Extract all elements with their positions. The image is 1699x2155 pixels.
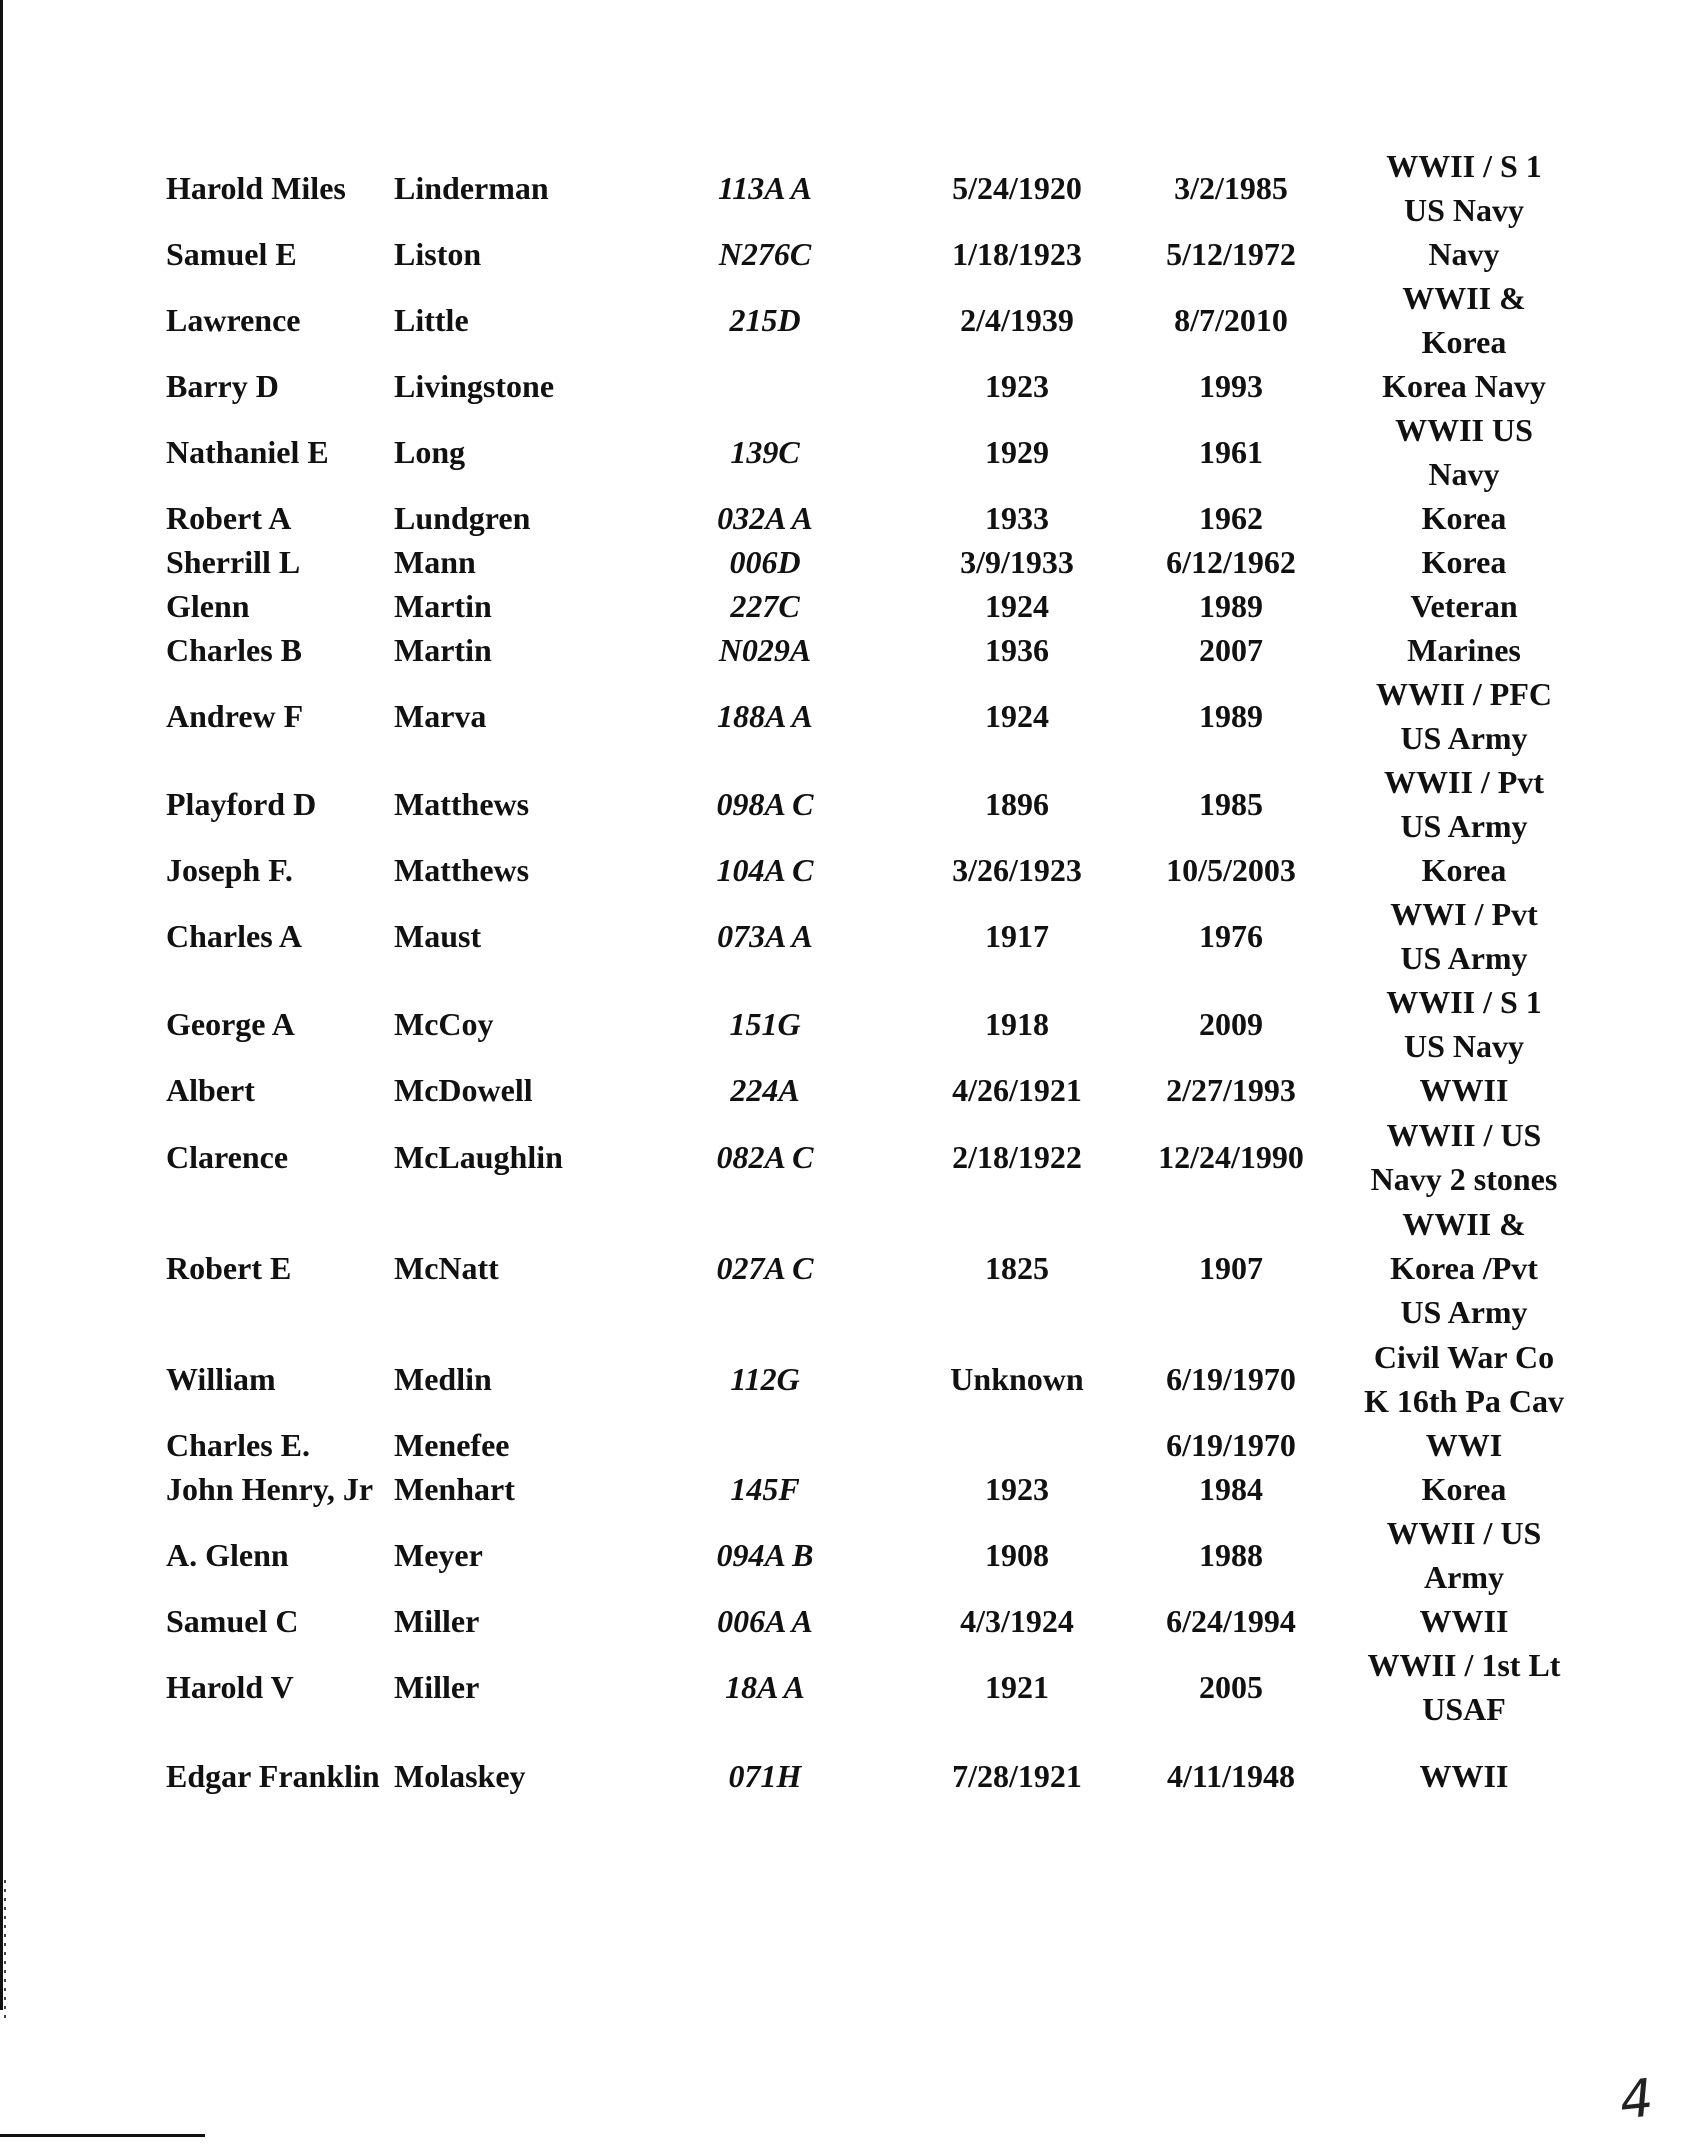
table-row bbox=[166, 1068, 1580, 1112]
service-line: Veteran bbox=[1410, 588, 1518, 624]
service-line: USAF bbox=[1422, 1691, 1506, 1727]
plot-cell: 071H bbox=[728, 1757, 802, 1794]
service-cell bbox=[1348, 1334, 1580, 1423]
first-name-cell: John Henry, Jr bbox=[166, 1471, 374, 1507]
birth-date-cell: 1921 bbox=[985, 1669, 1049, 1705]
service-cell bbox=[1348, 980, 1580, 1068]
last-name-cell: Linderman bbox=[394, 170, 549, 206]
table-row bbox=[166, 628, 1580, 672]
death-date-cell: 5/12/1972 bbox=[1166, 236, 1296, 272]
service-cell bbox=[1348, 1731, 1580, 1820]
service-cell bbox=[1348, 232, 1580, 276]
table-row bbox=[166, 1467, 1580, 1511]
death-date-cell: 2/27/1993 bbox=[1166, 1072, 1296, 1108]
death-date-cell: 3/2/1985 bbox=[1174, 170, 1288, 206]
plot-cell: N276C bbox=[718, 236, 812, 272]
birth-date-cell: 1908 bbox=[985, 1537, 1049, 1573]
first-name-cell: Charles E. bbox=[166, 1427, 310, 1463]
plot-cell: 188A A bbox=[717, 698, 813, 734]
service-cell bbox=[1348, 672, 1580, 760]
service-cell bbox=[1348, 540, 1580, 584]
plot-cell: 224A bbox=[730, 1072, 800, 1108]
birth-date-cell: Unknown bbox=[950, 1360, 1084, 1397]
table-row bbox=[166, 1112, 1580, 1201]
service-line: Korea bbox=[1421, 324, 1507, 360]
service-cell bbox=[1348, 496, 1580, 540]
table-row bbox=[166, 1731, 1580, 1820]
table-row bbox=[166, 276, 1580, 364]
service-line: WWII bbox=[1419, 1603, 1509, 1639]
service-cell bbox=[1348, 628, 1580, 672]
veteran-roster-table bbox=[166, 144, 1580, 1820]
service-line: Korea Navy bbox=[1382, 368, 1546, 404]
plot-cell: 18A A bbox=[725, 1669, 805, 1705]
birth-date-cell: 1917 bbox=[985, 918, 1049, 954]
first-name-cell: William bbox=[166, 1360, 276, 1397]
death-date-cell: 1976 bbox=[1199, 918, 1263, 954]
service-line: WWII / S 1 bbox=[1386, 984, 1542, 1020]
last-name-cell: Miller bbox=[394, 1669, 480, 1705]
service-line: Army bbox=[1424, 1559, 1504, 1595]
service-cell bbox=[1348, 848, 1580, 892]
plot-cell: 151G bbox=[729, 1006, 801, 1042]
plot-cell: 027A C bbox=[716, 1249, 814, 1286]
service-cell bbox=[1348, 1511, 1580, 1599]
service-line: WWII bbox=[1419, 1072, 1509, 1108]
table-row bbox=[166, 760, 1580, 848]
service-line: US Army bbox=[1400, 720, 1528, 756]
last-name-cell: McCoy bbox=[394, 1006, 494, 1042]
service-line: Korea bbox=[1421, 852, 1507, 888]
service-line: US Navy bbox=[1403, 192, 1524, 228]
last-name-cell: Martin bbox=[394, 588, 492, 624]
plot-cell: 104A C bbox=[716, 852, 814, 888]
last-name-cell: Meyer bbox=[394, 1537, 483, 1573]
last-name-cell: Menefee bbox=[394, 1427, 510, 1463]
birth-date-cell: 2/4/1939 bbox=[960, 302, 1074, 338]
last-name-cell: Liston bbox=[394, 236, 482, 272]
plot-cell: 227C bbox=[730, 588, 800, 624]
last-name-cell: McLaughlin bbox=[394, 1138, 563, 1175]
service-line: WWII / US bbox=[1386, 1116, 1542, 1153]
table-row bbox=[166, 584, 1580, 628]
birth-date-cell: 1929 bbox=[985, 434, 1049, 470]
first-name-cell: Albert bbox=[166, 1072, 255, 1108]
first-name-cell: Clarence bbox=[166, 1138, 289, 1175]
first-name-cell: Nathaniel E bbox=[166, 434, 329, 470]
last-name-cell: Maust bbox=[394, 918, 482, 954]
plot-cell: 082A C bbox=[716, 1138, 814, 1175]
service-line: WWII / S 1 bbox=[1386, 148, 1542, 184]
table-row bbox=[166, 672, 1580, 760]
first-name-cell: Robert A bbox=[166, 500, 292, 536]
last-name-cell: Lundgren bbox=[394, 500, 531, 536]
first-name-cell: Harold V bbox=[166, 1669, 294, 1705]
plot-cell bbox=[610, 1423, 920, 1467]
birth-date-cell: 1923 bbox=[985, 1471, 1049, 1507]
death-date-cell: 1962 bbox=[1199, 500, 1263, 536]
roster-body bbox=[166, 144, 1580, 1820]
service-line: WWI bbox=[1425, 1427, 1503, 1463]
service-cell bbox=[1348, 144, 1580, 232]
death-date-cell: 6/19/1970 bbox=[1166, 1427, 1296, 1463]
table-row bbox=[166, 408, 1580, 496]
service-cell bbox=[1348, 892, 1580, 980]
birth-date-cell bbox=[920, 1423, 1114, 1467]
service-line: WWII & bbox=[1402, 1205, 1526, 1242]
birth-date-cell: 3/26/1923 bbox=[952, 852, 1082, 888]
birth-date-cell: 1936 bbox=[985, 632, 1049, 668]
service-line: Korea /Pvt bbox=[1390, 1249, 1538, 1286]
last-name-cell: Martin bbox=[394, 632, 492, 668]
death-date-cell: 6/12/1962 bbox=[1166, 544, 1296, 580]
plot-cell: 073A A bbox=[717, 918, 813, 954]
service-line: Marines bbox=[1407, 632, 1521, 668]
service-cell bbox=[1348, 584, 1580, 628]
last-name-cell: McNatt bbox=[394, 1249, 499, 1286]
service-line: Korea bbox=[1421, 1471, 1507, 1507]
plot-cell: 112G bbox=[730, 1360, 800, 1397]
first-name-cell: Glenn bbox=[166, 588, 250, 624]
service-cell bbox=[1348, 1201, 1580, 1334]
death-date-cell: 4/11/1948 bbox=[1166, 1757, 1295, 1794]
service-line: K 16th Pa Cav bbox=[1364, 1382, 1564, 1419]
death-date-cell: 2009 bbox=[1199, 1006, 1263, 1042]
plot-cell bbox=[610, 364, 920, 408]
service-line: Navy 2 stones bbox=[1370, 1160, 1558, 1197]
service-line: WWII bbox=[1419, 1757, 1509, 1794]
plot-cell: N029A bbox=[718, 632, 812, 668]
last-name-cell: Long bbox=[394, 434, 466, 470]
first-name-cell: Barry D bbox=[166, 368, 279, 404]
death-date-cell: 2007 bbox=[1199, 632, 1263, 668]
last-name-cell: Medlin bbox=[394, 1360, 492, 1397]
scan-edge-bottom bbox=[0, 2134, 205, 2137]
death-date-cell: 1961 bbox=[1199, 434, 1263, 470]
last-name-cell: Menhart bbox=[394, 1471, 515, 1507]
service-line: Civil War Co bbox=[1373, 1338, 1555, 1375]
first-name-cell: Andrew F bbox=[166, 698, 304, 734]
death-date-cell: 6/19/1970 bbox=[1166, 1360, 1296, 1397]
service-line: US Army bbox=[1400, 940, 1528, 976]
table-row bbox=[166, 364, 1580, 408]
service-cell bbox=[1348, 364, 1580, 408]
last-name-cell: Matthews bbox=[394, 852, 530, 888]
scan-specks bbox=[4, 1880, 6, 2020]
birth-date-cell: 1933 bbox=[985, 500, 1049, 536]
plot-cell: 145F bbox=[730, 1471, 800, 1507]
birth-date-cell: 4/3/1924 bbox=[960, 1603, 1074, 1639]
death-date-cell: 1985 bbox=[1199, 786, 1263, 822]
table-row bbox=[166, 496, 1580, 540]
birth-date-cell: 5/24/1920 bbox=[952, 170, 1082, 206]
plot-cell: 006D bbox=[729, 544, 801, 580]
first-name-cell: Edgar Franklin bbox=[166, 1757, 380, 1794]
death-date-cell: 1907 bbox=[1199, 1249, 1263, 1286]
birth-date-cell: 2/18/1922 bbox=[952, 1138, 1082, 1175]
service-cell bbox=[1348, 276, 1580, 364]
last-name-cell: McDowell bbox=[394, 1072, 533, 1108]
death-date-cell: 1984 bbox=[1199, 1471, 1263, 1507]
death-date-cell: 10/5/2003 bbox=[1166, 852, 1296, 888]
service-cell bbox=[1348, 760, 1580, 848]
table-row bbox=[166, 1423, 1580, 1467]
plot-cell: 098A C bbox=[716, 786, 814, 822]
first-name-cell: Samuel E bbox=[166, 236, 297, 272]
first-name-cell: A. Glenn bbox=[166, 1537, 289, 1573]
last-name-cell: Matthews bbox=[394, 786, 530, 822]
birth-date-cell: 1918 bbox=[985, 1006, 1049, 1042]
table-row bbox=[166, 1334, 1580, 1423]
service-line: US Army bbox=[1400, 1293, 1528, 1330]
service-line: Navy bbox=[1428, 456, 1500, 492]
death-date-cell: 1989 bbox=[1199, 698, 1263, 734]
death-date-cell: 1989 bbox=[1199, 588, 1263, 624]
page-number: 4 bbox=[1616, 2068, 1657, 2132]
service-cell bbox=[1348, 1467, 1580, 1511]
last-name-cell: Miller bbox=[394, 1603, 480, 1639]
service-line: WWII / PFC bbox=[1376, 676, 1552, 712]
table-row bbox=[166, 1201, 1580, 1334]
last-name-cell: Little bbox=[394, 302, 469, 338]
table-row bbox=[166, 1643, 1580, 1731]
birth-date-cell: 7/28/1921 bbox=[952, 1757, 1082, 1794]
service-cell bbox=[1348, 1423, 1580, 1467]
birth-date-cell: 1/18/1923 bbox=[952, 236, 1082, 272]
table-row bbox=[166, 848, 1580, 892]
first-name-cell: Lawrence bbox=[166, 302, 301, 338]
service-line: WWI / Pvt bbox=[1390, 896, 1538, 932]
service-cell bbox=[1348, 1112, 1580, 1201]
birth-date-cell: 1924 bbox=[985, 698, 1049, 734]
birth-date-cell: 1896 bbox=[985, 786, 1049, 822]
death-date-cell: 12/24/1990 bbox=[1158, 1138, 1304, 1175]
last-name-cell: Mann bbox=[394, 544, 476, 580]
first-name-cell: Harold Miles bbox=[166, 170, 346, 206]
service-line: Navy bbox=[1428, 236, 1500, 272]
first-name-cell: Joseph F. bbox=[166, 852, 293, 888]
birth-date-cell: 1923 bbox=[985, 368, 1049, 404]
service-cell bbox=[1348, 408, 1580, 496]
birth-date-cell: 3/9/1933 bbox=[960, 544, 1074, 580]
plot-cell: 094A B bbox=[716, 1537, 814, 1573]
last-name-cell: Molaskey bbox=[394, 1757, 526, 1794]
first-name-cell: Charles B bbox=[166, 632, 302, 668]
service-line: US Army bbox=[1400, 808, 1528, 844]
table-row bbox=[166, 1511, 1580, 1599]
plot-cell: 215D bbox=[729, 302, 801, 338]
first-name-cell: Charles A bbox=[166, 918, 302, 954]
table-row bbox=[166, 980, 1580, 1068]
service-line: WWII / Pvt bbox=[1384, 764, 1544, 800]
service-line: WWII / 1st Lt bbox=[1367, 1647, 1561, 1683]
table-row bbox=[166, 892, 1580, 980]
table-row bbox=[166, 1599, 1580, 1643]
service-line: WWII US bbox=[1395, 412, 1533, 448]
service-line: Korea bbox=[1421, 544, 1507, 580]
table-row bbox=[166, 232, 1580, 276]
first-name-cell: Sherrill L bbox=[166, 544, 301, 580]
last-name-cell: Livingstone bbox=[394, 368, 555, 404]
first-name-cell: Samuel C bbox=[166, 1603, 299, 1639]
plot-cell: 113A A bbox=[718, 170, 812, 206]
first-name-cell: Playford D bbox=[166, 786, 317, 822]
service-line: Korea bbox=[1421, 500, 1507, 536]
plot-cell: 032A A bbox=[717, 500, 813, 536]
last-name-cell: Marva bbox=[394, 698, 487, 734]
service-cell bbox=[1348, 1599, 1580, 1643]
service-line: US Navy bbox=[1403, 1028, 1524, 1064]
death-date-cell: 2005 bbox=[1199, 1669, 1263, 1705]
death-date-cell: 6/24/1994 bbox=[1166, 1603, 1296, 1639]
table-row bbox=[166, 144, 1580, 232]
death-date-cell: 1993 bbox=[1199, 368, 1263, 404]
service-line: WWII & bbox=[1402, 280, 1526, 316]
plot-cell: 006A A bbox=[717, 1603, 813, 1639]
death-date-cell: 8/7/2010 bbox=[1174, 302, 1288, 338]
birth-date-cell: 4/26/1921 bbox=[952, 1072, 1082, 1108]
first-name-cell: Robert E bbox=[166, 1249, 292, 1286]
scan-edge-left bbox=[0, 0, 3, 2010]
service-line: WWII / US bbox=[1386, 1515, 1542, 1551]
birth-date-cell: 1924 bbox=[985, 588, 1049, 624]
table-row bbox=[166, 540, 1580, 584]
plot-cell: 139C bbox=[730, 434, 800, 470]
death-date-cell: 1988 bbox=[1199, 1537, 1263, 1573]
birth-date-cell: 1825 bbox=[985, 1249, 1049, 1286]
service-cell bbox=[1348, 1068, 1580, 1112]
first-name-cell: George A bbox=[166, 1006, 295, 1042]
service-cell bbox=[1348, 1643, 1580, 1731]
